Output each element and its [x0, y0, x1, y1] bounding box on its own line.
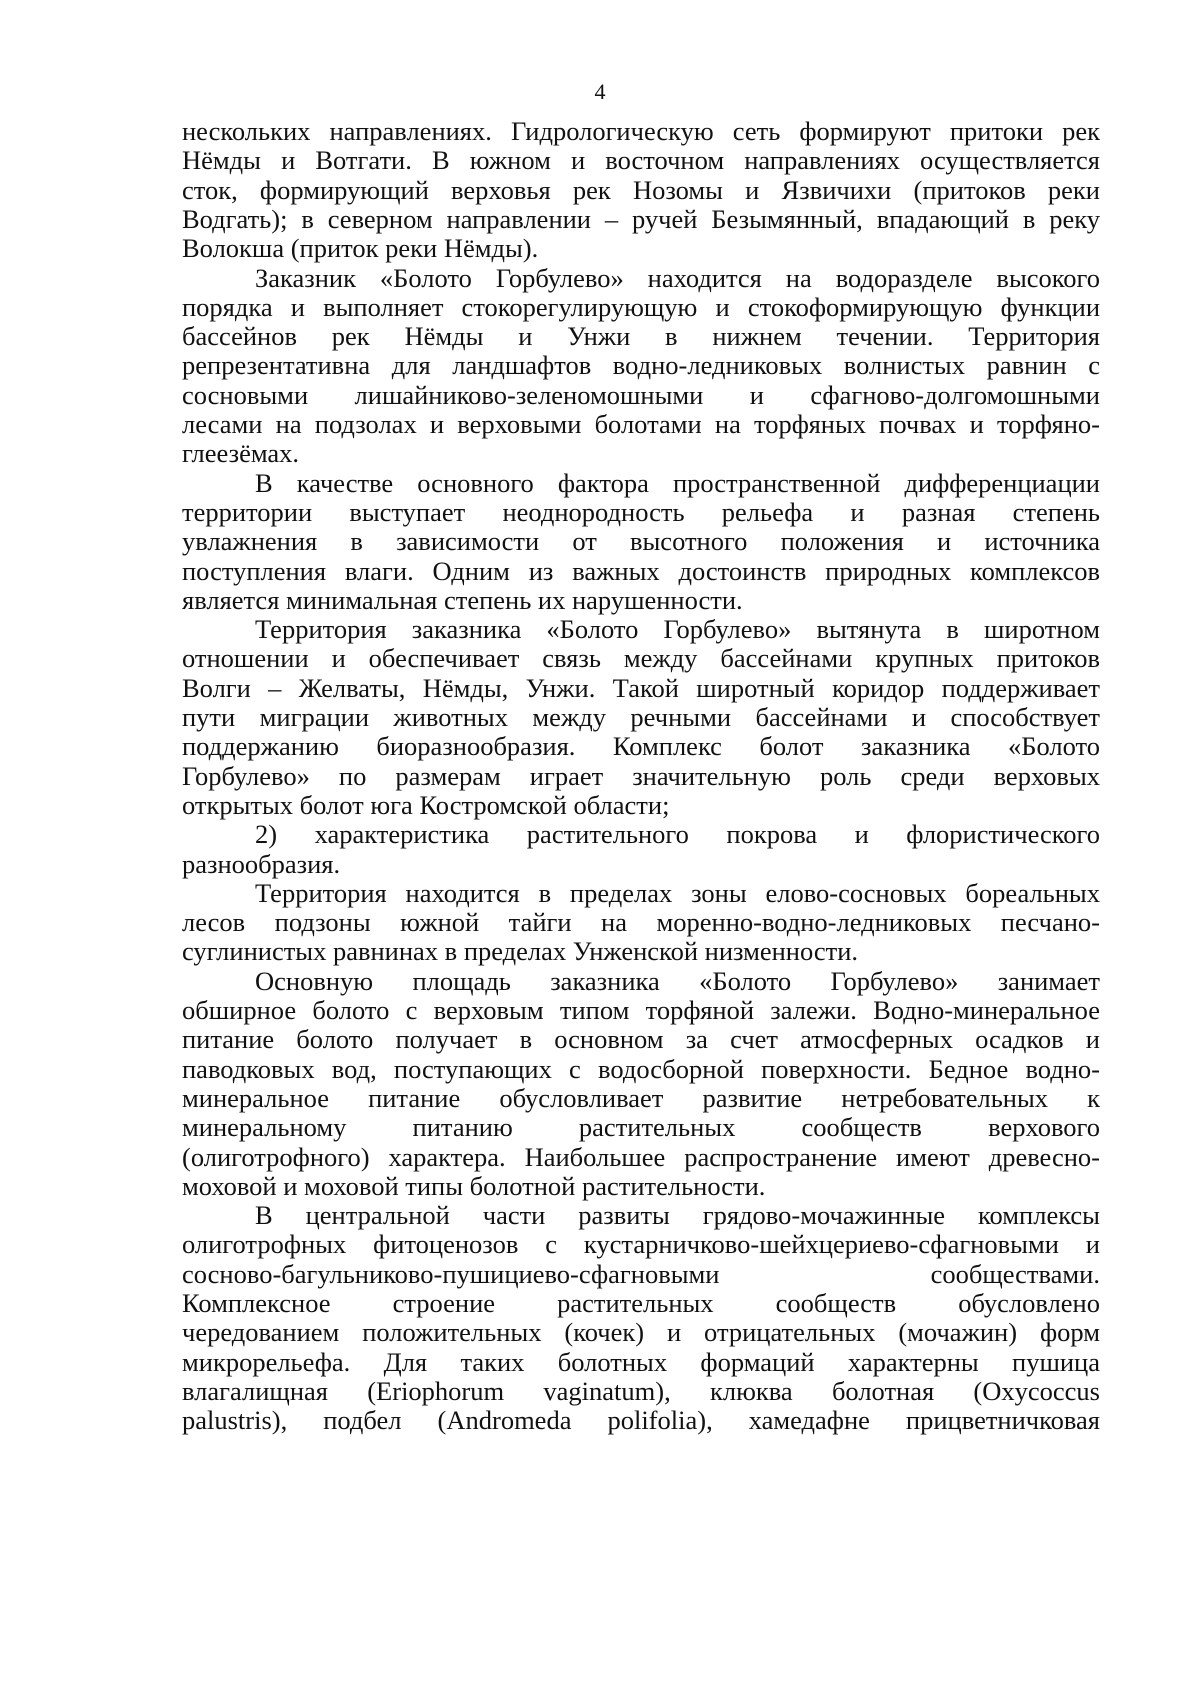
text-line: Основную площадь заказника «Болото Горбулево» занимает	[255, 965, 1100, 996]
page-number: 4	[594, 79, 606, 104]
text-line: Водгать); в северном направлении – ручей Безымянный, впадающий в реку	[182, 203, 1100, 234]
text-line: Горбулево» по размерам играет значительную роль среди верховых	[182, 760, 1100, 791]
text-line: глеезёмах.	[182, 438, 300, 469]
text-line: сосново-багульниково-пушициево-сфагновыми сообществами.	[182, 1258, 1100, 1289]
text-line: открытых болот юга Костромской области;	[182, 789, 670, 820]
text-line: 2) характеристика растительного покрова и флористического	[255, 819, 1100, 850]
text-line: В качестве основного фактора пространственной дифференциации	[255, 467, 1100, 498]
text-line: влагалищная (Eriophorum vaginatum), клюква болотная (Oxycoccus	[182, 1375, 1100, 1406]
text-line: сосновыми лишайниково-зеленомошными и сфагново-долгомошными	[182, 379, 1100, 410]
text-line: микрорельефа. Для таких болотных формаций характерны пушица	[182, 1346, 1100, 1377]
text-line: поддержанию биоразнообразия. Комплекс болот заказника «Болото	[182, 731, 1100, 762]
text-line: В центральной части развиты грядово-мочажинные комплексы	[255, 1200, 1100, 1231]
text-line: Волги – Желваты, Нёмды, Унжи. Такой широтный коридор поддерживает	[182, 672, 1100, 703]
text-line: чередованием положительных (кочек) и отрицательных (мочажин) форм	[182, 1317, 1100, 1348]
text-line: олиготрофных фитоценозов с кустарничково-шейхцериево-сфагновыми и	[182, 1229, 1100, 1260]
text-line: территории выступает неоднородность рельефа и разная степень	[182, 496, 1100, 527]
text-line: обширное болото с верховым типом торфяной залежи. Водно-минеральное	[182, 995, 1100, 1025]
text-line: паводковых вод, поступающих с водосборной поверхности. Бедное водно-	[182, 1053, 1100, 1084]
text-line: Нёмды и Вотгати. В южном и восточном направлениях осуществляется	[182, 145, 1100, 176]
text-line: пути миграции животных между речными бассейнами и способствует	[182, 702, 1100, 732]
text-line: лесами на подзолах и верховыми болотами на торфяных почвах и торфяно-	[182, 409, 1100, 439]
text-line: увлажнения в зависимости от высотного положения и источника	[182, 526, 1100, 557]
text-line: поступления влаги. Одним из важных достоинств природных комплексов	[182, 555, 1100, 586]
text-line: Территория заказника «Болото Горбулево» вытянута в широтном	[255, 614, 1100, 645]
text-line: минеральному питанию растительных сообществ верхового	[182, 1112, 1100, 1143]
text-line: Заказник «Болото Горбулево» находится на водоразделе высокого	[255, 262, 1100, 293]
text-line: Волокша (приток реки Нёмды).	[182, 233, 539, 264]
text-line: Комплексное строение растительных сообществ обусловлено	[182, 1288, 1100, 1318]
text-line: Территория находится в пределах зоны елово-сосновых бореальных	[255, 877, 1100, 908]
text-line: отношении и обеспечивает связь между бассейнами крупных притоков	[182, 643, 1100, 674]
text-line: palustris), подбел (Andromeda polifolia), хамедафне прицветничковая	[182, 1405, 1100, 1436]
text-line: нескольких направлениях. Гидрологическую сеть формируют притоки рек	[182, 116, 1100, 146]
text-line: репрезентативна для ландшафтов водно-ледниковых волнистых равнин с	[182, 350, 1100, 381]
text-line: питание болото получает в основном за счет атмосферных осадков и	[182, 1024, 1100, 1055]
text-line: суглинистых равнинах в пределах Унженской низменности.	[182, 936, 859, 967]
text-line: лесов подзоны южной тайги на моренно-водно-ледниковых песчано-	[182, 907, 1100, 938]
text-line: разнообразия.	[182, 848, 341, 879]
text-line: минеральное питание обусловливает развитие нетребовательных к	[182, 1082, 1100, 1113]
text-line: сток, формирующий верховья рек Нозомы и Язвичихи (притоков реки	[182, 174, 1100, 205]
text-line: бассейнов рек Нёмды и Унжи в нижнем течении. Территория	[182, 321, 1100, 352]
text-line: (олиготрофного) характера. Наибольшее распространение имеют древесно-	[182, 1141, 1100, 1172]
text-line: является минимальная степень их нарушенности.	[182, 584, 743, 615]
text-line: порядка и выполняет стокорегулирующую и стокоформирующую функции	[182, 291, 1100, 322]
text-line: моховой и моховой типы болотной растительности.	[182, 1170, 766, 1201]
